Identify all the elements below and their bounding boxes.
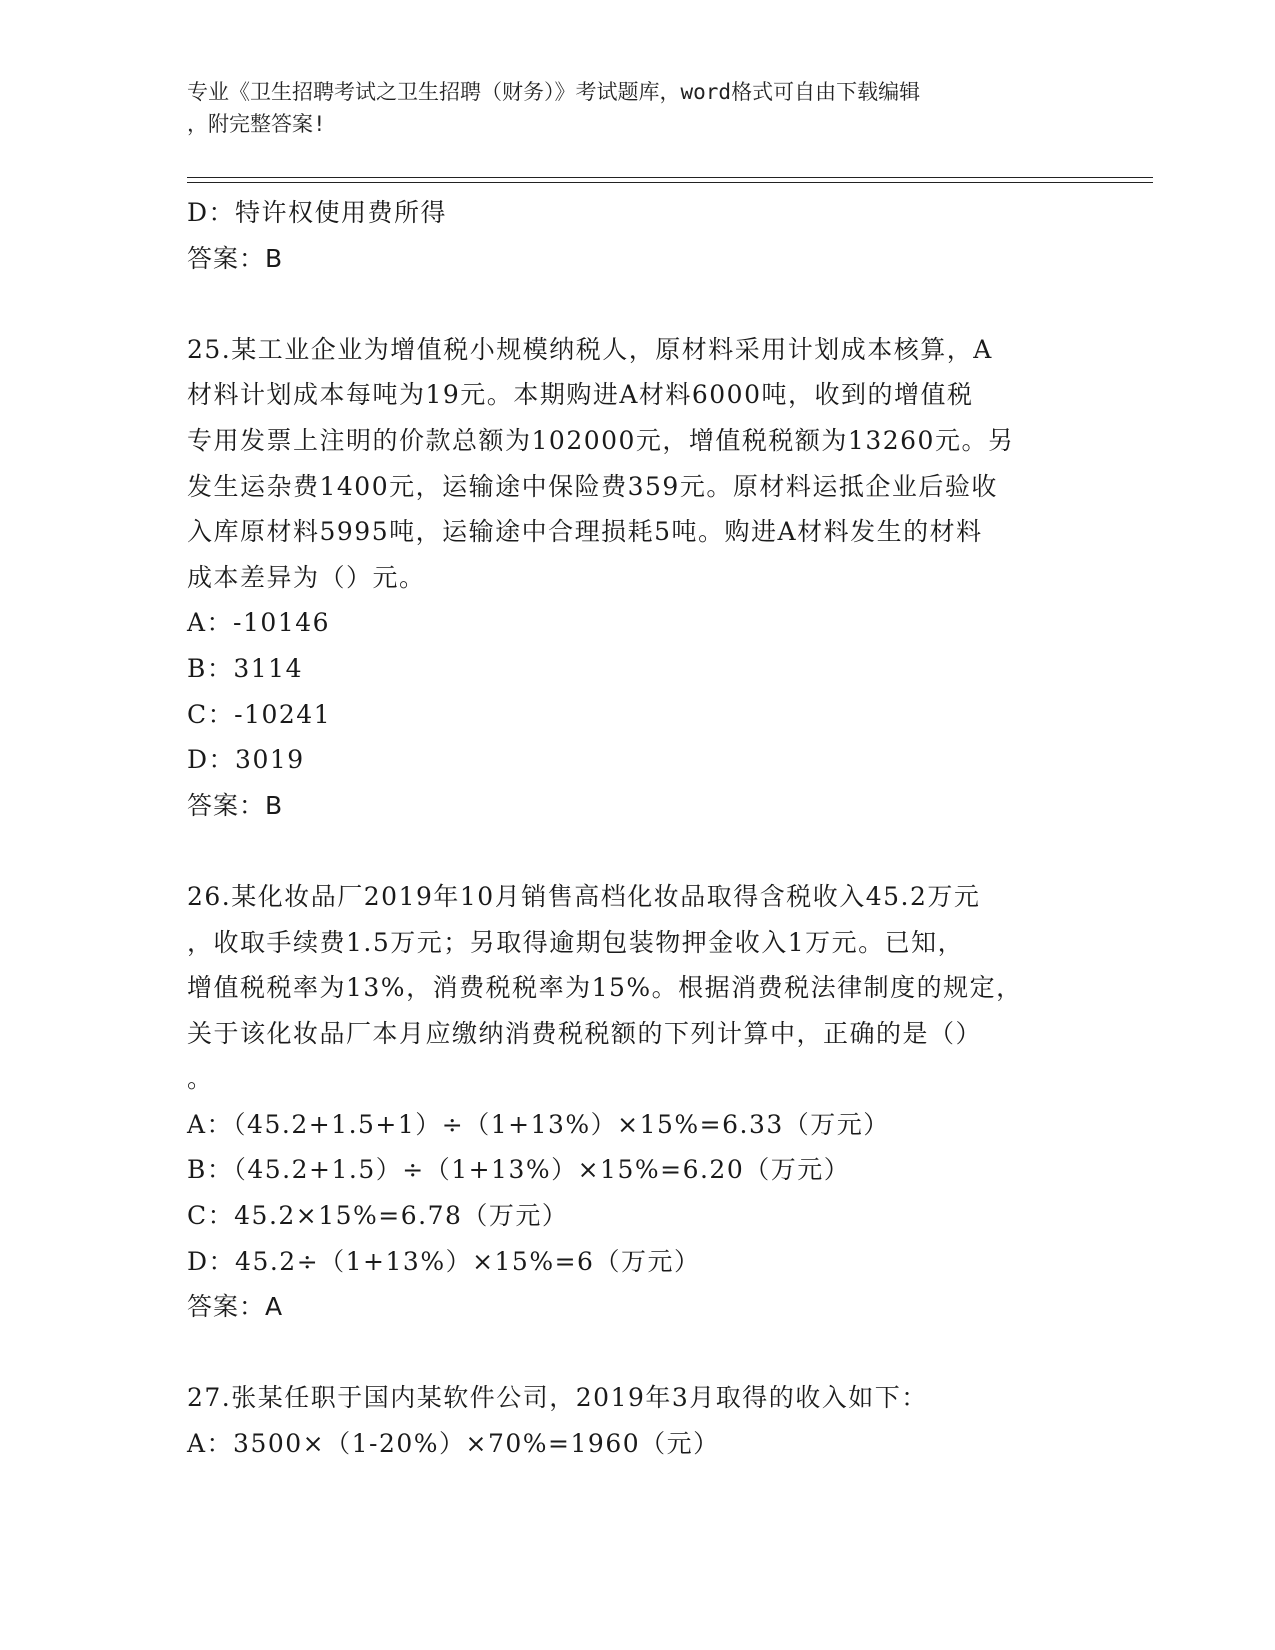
question-24 [187, 190, 1087, 281]
spacer [187, 281, 1087, 327]
option-d: D：45.2÷（1+13%）×15%=6（万元） [187, 1246, 701, 1276]
question-27 [187, 1375, 1087, 1466]
question-stem-line: 关于该化妆品厂本月应缴纳消费税税额的下列计算中，正确的是（） [187, 1018, 983, 1048]
question-stem-line: 增值税税率为13%，消费税税率为15%。根据消费税法律制度的规定， [187, 973, 1023, 1003]
question-stem-line: 材料计划成本每吨为19元。本期购进A材料6000吨，收到的增值税 [187, 380, 974, 410]
question-25 [187, 327, 1087, 829]
question-stem-line: 入库原材料5995吨，运输途中合理损耗5吨。购进A材料发生的材料 [187, 517, 983, 547]
question-26 [187, 874, 1087, 1330]
question-content [187, 190, 1087, 1467]
option-d: D：特许权使用费所得 [187, 198, 448, 227]
question-stem-line: ，收取手续费1.5万元；另取得逾期包装物押金收入1万元。已知， [187, 927, 965, 957]
option-b: B：（45.2+1.5）÷（1+13%）×15%=6.20（万元） [187, 1155, 851, 1185]
answer: 答案：A [187, 1292, 284, 1322]
answer: 答案：B [187, 790, 284, 820]
spacer [187, 828, 1087, 874]
question-stem-line: 27.张某任职于国内某软件公司，2019年3月取得的收入如下： [187, 1383, 928, 1413]
question-stem-line: 。 [187, 1064, 214, 1094]
header-rule-top [187, 177, 1153, 178]
option-d: D：3019 [187, 745, 305, 775]
header-line-1: 专业《卫生招聘考试之卫生招聘（财务）》考试题库，word格式可自由下载编辑 [187, 80, 921, 104]
answer: 答案：B [187, 243, 284, 273]
option-c: C：45.2×15%=6.78（万元） [187, 1201, 569, 1231]
question-stem-line: 26.某化妆品厂2019年10月销售高档化妆品取得含税收入45.2万元 [187, 881, 981, 911]
header-line-2: ，附完整答案! [187, 112, 326, 136]
question-stem-line: 专用发票上注明的价款总额为102000元，增值税税额为13260元。另 [187, 425, 1015, 455]
option-c: C：-10241 [187, 699, 332, 729]
option-a: A：-10146 [187, 608, 331, 638]
header-rule-bottom [187, 182, 1153, 183]
option-a: A：3500×（1-20%）×70%=1960（元） [187, 1429, 720, 1459]
question-stem-line: 发生运杂费1400元，运输途中保险费359元。原材料运抵企业后验收 [187, 471, 998, 501]
spacer [187, 1330, 1087, 1376]
option-b: B：3114 [187, 653, 303, 683]
question-stem-line: 成本差异为（）元。 [187, 562, 426, 592]
page-header [187, 76, 1087, 140]
option-a: A：（45.2+1.5+1）÷（1+13%）×15%=6.33（万元） [187, 1109, 890, 1139]
question-stem-line: 25.某工业企业为增值税小规模纳税人，原材料采用计划成本核算，A [187, 334, 993, 364]
